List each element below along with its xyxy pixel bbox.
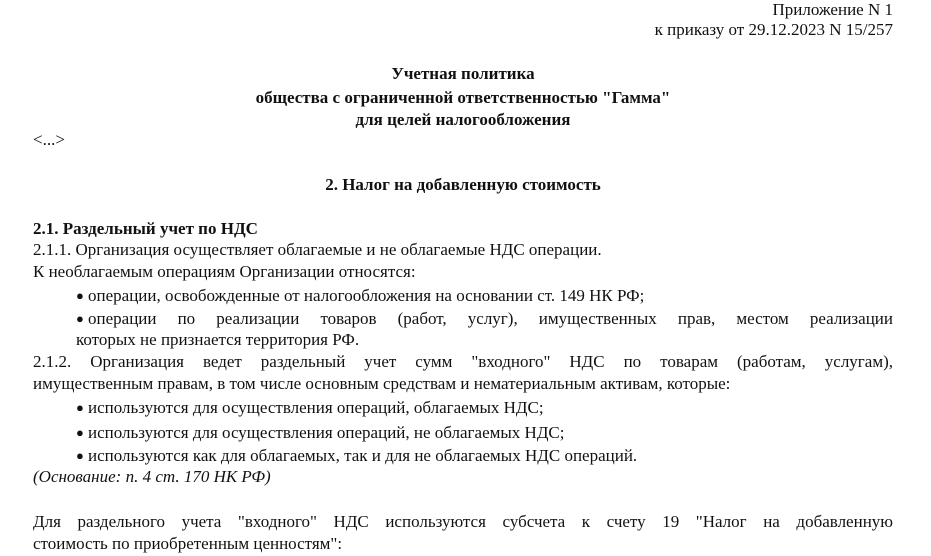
non-taxable-intro: К необлагаемым операциям Организации относятся: bbox=[33, 262, 416, 281]
list-item bbox=[76, 284, 893, 308]
sub-accounts-paragraph-continuation: стоимость по приобретенным ценностям": bbox=[33, 534, 343, 553]
list-item-text: операции по реализации товаров (работ, услуг), имущественных прав, местом реализации bbox=[88, 309, 893, 328]
document-title: Учетная политика bbox=[391, 64, 535, 83]
section-heading: 2. Налог на добавленную стоимость bbox=[325, 175, 601, 194]
list-item-text: используются для осуществления операций, не облагаемых НДС; bbox=[88, 423, 565, 442]
subsection-heading: 2.1. Раздельный учет по НДС bbox=[33, 219, 258, 238]
list-item-text: операции, освобожденные от налогообложения на основании ст. 149 НК РФ; bbox=[88, 286, 645, 305]
paragraph-2-1-2-continuation: имущественным правам, в том числе основным средствам и нематериальным активам, которые: bbox=[33, 374, 731, 393]
list-item-text: используются как для облагаемых, так и для не облагаемых НДС операций. bbox=[88, 446, 638, 465]
omission-marker: <...> bbox=[33, 130, 65, 149]
order-reference: к приказу от 29.12.2023 N 15/257 bbox=[654, 20, 893, 39]
list-item-continuation: которых не признается территория РФ. bbox=[76, 330, 360, 349]
document-title-purpose: для целей налогообложения bbox=[355, 110, 571, 129]
list-item bbox=[76, 421, 893, 445]
sub-accounts-paragraph: Для раздельного учета "входного" НДС используются субсчета к счету 19 "Налог на добавленную bbox=[33, 512, 893, 531]
document-title-company: общества с ограниченной ответственностью "Гамма" bbox=[255, 88, 671, 107]
bullet-icon: ● bbox=[76, 400, 84, 415]
bullet-icon: ● bbox=[76, 311, 84, 326]
bullet-icon: ● bbox=[76, 425, 84, 440]
document-page bbox=[33, 0, 893, 555]
bullet-icon: ● bbox=[76, 288, 84, 303]
legal-basis: (Основание: п. 4 ст. 170 НК РФ) bbox=[33, 467, 271, 486]
list-item bbox=[76, 396, 893, 420]
list-item-text: используются для осуществления операций, облагаемых НДС; bbox=[88, 398, 544, 417]
appendix-label: Приложение N 1 bbox=[772, 0, 893, 19]
paragraph-2-1-1: 2.1.1. Организация осуществляет облагаемые и не облагаемые НДС операции. bbox=[33, 240, 602, 259]
paragraph-2-1-2: 2.1.2. Организация ведет раздельный учет сумм "входного" НДС по товарам (работам, услугам), bbox=[33, 352, 893, 371]
bullet-icon: ● bbox=[76, 448, 84, 463]
